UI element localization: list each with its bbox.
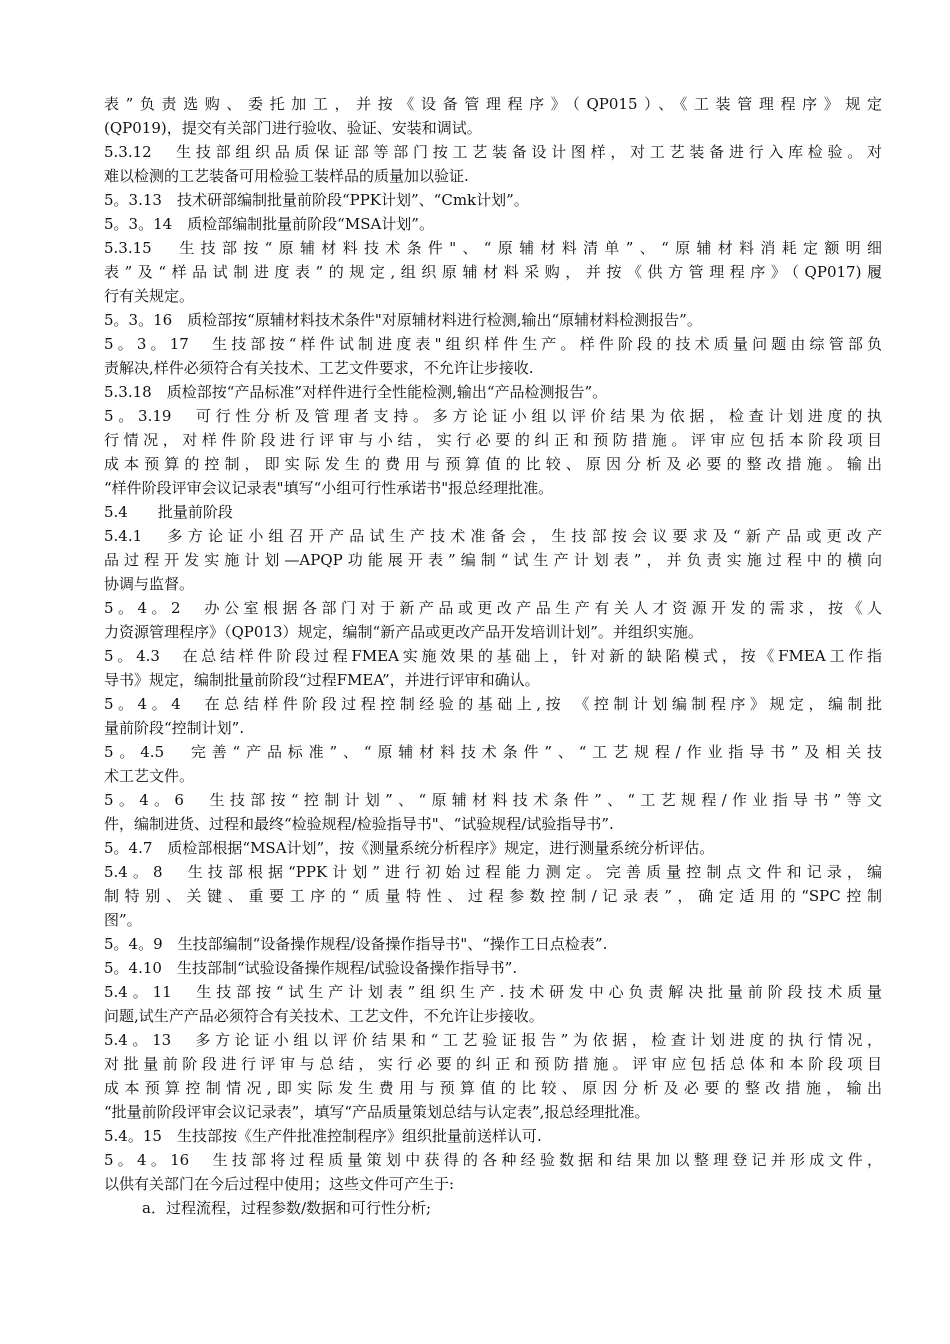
text-line: 难以检测的工艺装备可用检验工装样品的质量加以验证. [104, 167, 469, 185]
document-body [104, 92, 882, 1220]
text-line: 以供有关部门在今后过程中使用；这些文件可产生于: [104, 1175, 455, 1193]
text-line: 5.4。11 生技部按“试生产计划表”组织生产.技术研发中心负责解决批量前阶段技术质量 [104, 983, 882, 1001]
text-line: 5。4。4 在总结样件阶段过程控制经验的基础上,按 《控制计划编制程序》规定，编制批 [104, 695, 882, 713]
text-line: 5.4 批量前阶段 [104, 503, 233, 521]
text-line: 件，编制进货、过程和最终“检验规程/检验指导书"、“试验规程/试验指导书”. [104, 815, 614, 833]
text-line: 成本预算控制情况,即实际发生费用与预算值的比较、原因分析及必要的整改措施，输出 [104, 1079, 882, 1097]
text-line: 行情况，对样件阶段进行评审与小结，实行必要的纠正和预防措施。评审应包括本阶段项目 [104, 431, 882, 449]
text-line: 品过程开发实施计划—APQP功能展开表”编制“试生产计划表”，并负责实施过程中的横向 [104, 551, 882, 569]
text-line: “批量前阶段评审会议记录表”，填写“产品质量策划总结与认定表”,报总经理批准。 [104, 1103, 650, 1121]
text-line: (QP019)，提交有关部门进行验收、验证、安装和调试。 [104, 119, 482, 137]
text-line: a．过程流程，过程参数/数据和可行性分析; [142, 1199, 432, 1217]
text-line: 5。4。9 生技部编制“设备操作规程/设备操作指导书"、“操作工日点检表”. [104, 935, 608, 953]
text-line: 力资源管理程序》（QP013）规定，编制“新产品或更改产品开发培训计划”。并组织实施。 [104, 623, 703, 641]
text-line: 表”负责选购、委托加工，并按《设备管理程序》（QP015）、《工装管理程序》规定 [104, 95, 882, 113]
text-line: 5.3.15 生技部按“原辅材料技术条件"、“原辅材料清单”、“原辅材料消耗定额明细 [104, 239, 882, 257]
text-line: 协调与监督。 [104, 575, 195, 593]
text-line: 量前阶段“控制计划”. [104, 719, 245, 737]
text-line: 术工艺文件。 [104, 767, 195, 785]
text-line: 5。3.19 可行性分析及管理者支持。多方论证小组以评价结果为依据，检查计划进度的执 [104, 407, 882, 425]
text-line: 5。4.5 完善“产品标准”、“原辅材料技术条件”、“工艺规程/作业指导书”及相关技 [104, 743, 882, 761]
text-line: 5。3。16 质检部按“原辅材料技术条件"对原辅材料进行检测,输出“原辅材料检测报告”。 [104, 311, 702, 329]
text-line: 5。4.7 质检部根据“MSA计划”，按《测量系统分析程序》规定，进行测量系统分析评估。 [104, 839, 715, 857]
text-line: 对批量前阶段进行评审与总结，实行必要的纠正和预防措施。评审应包括总体和本阶段项目 [104, 1055, 882, 1073]
text-line: 图”。 [104, 911, 142, 929]
text-line: 5。4。2 办公室根据各部门对于新产品或更改产品生产有关人才资源开发的需求，按《人 [104, 599, 882, 617]
text-line: 5。4.3 在总结样件阶段过程FMEA实施效果的基础上，针对新的缺陷模式，按《FMEA工作指 [104, 647, 882, 665]
text-line: 5。3。14 质检部编制批量前阶段“MSA计划”。 [104, 215, 434, 233]
text-line: 表”及“样品试制进度表”的规定,组织原辅材料采购，并按《供方管理程序》（QP017)履 [104, 263, 882, 281]
text-line: 5。4。6 生技部按“控制计划”、“原辅材料技术条件”、“工艺规程/作业指导书”等文 [104, 791, 882, 809]
text-line: 5。3.13 技术研部编制批量前阶段“PPK计划”、“Cmk计划”。 [104, 191, 529, 209]
text-line: 5.3.12 生技部组织品质保证部等部门按工艺装备设计图样，对工艺装备进行入库检验。对 [104, 143, 882, 161]
text-line: 责解决,样件必须符合有关技术、工艺文件要求，不允许让步接收. [104, 359, 534, 377]
text-line: 问题,试生产产品必须符合有关技术、工艺文件，不允许让步接收。 [104, 1007, 544, 1025]
text-line: 5.3.18 质检部按“产品标准”对样件进行全性能检测,输出“产品检测报告”。 [104, 383, 608, 401]
text-line: 成本预算的控制，即实际发生的费用与预算值的比较、原因分析及必要的整改措施。输出 [104, 455, 882, 473]
text-line: 5。3。17 生技部按“样件试制进度表"组织样件生产。样件阶段的技术质量问题由综管部负 [104, 335, 882, 353]
text-line: 5。4。16 生技部将过程质量策划中获得的各种经验数据和结果加以整理登记并形成文件， [104, 1151, 882, 1169]
text-line: 5.4。15 生技部按《生产件批准控制程序》组织批量前送样认可. [104, 1127, 542, 1145]
text-line: 5.4。13 多方论证小组以评价结果和“工艺验证报告”为依据，检查计划进度的执行情况， [104, 1031, 882, 1049]
text-line: 制特别、关键、重要工序的“质量特性、过程参数控制/记录表”，确定适用的“SPC控制 [104, 887, 882, 905]
text-line: 5.4.1 多方论证小组召开产品试生产技术准备会，生技部按会议要求及“新产品或更改产 [104, 527, 882, 545]
text-line: 5.4。8 生技部根据“PPK计划”进行初始过程能力测定。完善质量控制点文件和记录，编 [104, 863, 882, 881]
text-line: “样件阶段评审会议记录表"填写“小组可行性承诺书"报总经理批准。 [104, 479, 554, 497]
text-line: 导书》规定，编制批量前阶段“过程FMEA”，并进行评审和确认。 [104, 671, 540, 689]
text-line: 5。4.10 生技部制“试验设备操作规程/试验设备操作指导书”. [104, 959, 518, 977]
text-line: 行有关规定。 [104, 287, 195, 305]
